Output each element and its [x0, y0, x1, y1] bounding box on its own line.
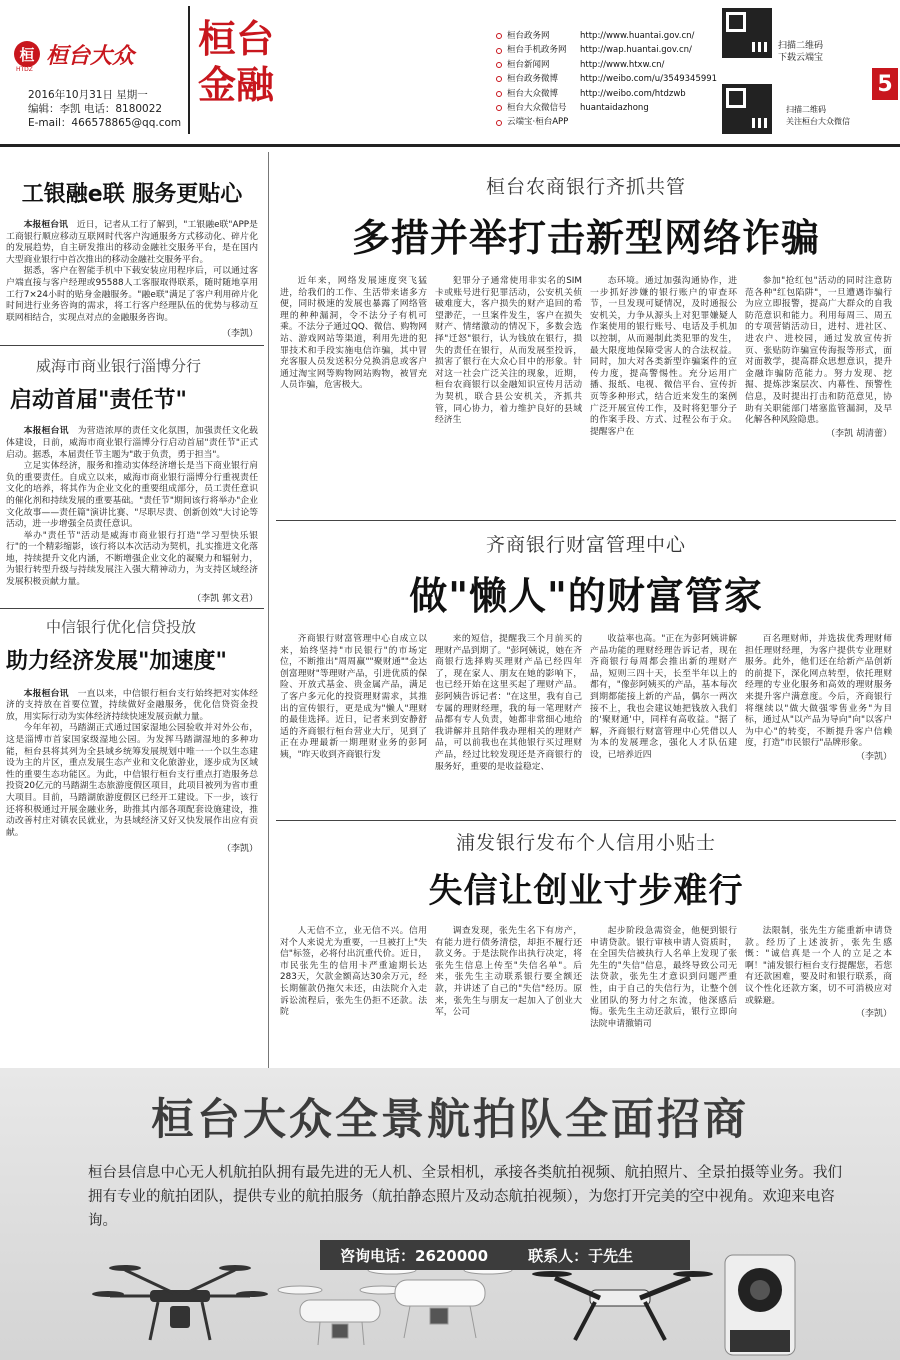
body-column-last	[745, 634, 892, 773]
article-body	[6, 689, 258, 840]
body-text: 近日，记者从工行了解到，"工银融e联"APP是工商银行顺应移动互联网时代客户沟通服务方式移动化、碎片化的发展趋势，自主研发推出的移动金融社交服务平台，是在国内大型商业银行中首次推出的移动金融社交服务平台。	[6, 220, 258, 265]
link-url[interactable]: http://wap.huantai.gov.cn/	[580, 45, 692, 56]
body-column-last	[745, 926, 892, 1030]
divider	[276, 820, 896, 821]
panoramic-camera-icon	[725, 1255, 795, 1355]
hexacopter-drone-icon	[92, 1265, 268, 1340]
divider	[188, 6, 190, 134]
byline: （李凯）	[855, 1009, 892, 1020]
link-name	[496, 101, 580, 115]
headline: 失信让创业寸步难行	[428, 871, 744, 911]
ad-contact: 联系人：于先生	[528, 1246, 634, 1265]
qr2-caption	[786, 104, 850, 128]
body-column: 法限制，张先生方能重新申请贷款。经历了上述波折，张先生感慨："诚信真是一个人的立足之本啊！"浦发银行桓台支行提醒您，若您有还款困难，要及时和银行联系，商议个性化还款方案，切不可消极应对或躲避。	[745, 926, 892, 1006]
body-column: 收益率也高。"正在为彭阿姨讲解产品功能的理财经理告诉记者，现在齐商银行每周都会推出新的理财产品，短则三四十天，长至半年以上的都有，"像彭阿姨买的产品，基本每次到期都能接上新的产品，偶尔一两次接不上，我也会建议她把钱放入我们的'聚财通'中，同样有高收益。"据了解，齐商银行财富管理中心凭借以人为本的发展理念，强化人才队伍建设，已培养近四	[590, 634, 737, 760]
link-url[interactable]: http://www.htxw.cn/	[580, 59, 665, 70]
kicker: 威海市商业银行淄博分行	[36, 357, 202, 376]
issue-info	[28, 88, 188, 130]
lead: 本报桓台讯	[23, 220, 68, 230]
qr-code-wechat	[722, 84, 772, 134]
body-text: 今年年初，马踏湖正式通过国家湿地公园验收并对外公布，这是淄博市首家国家级湿地公园。为发挥马踏湖湿地的多种功能，桓台县将其列为全县域乡统筹发展规划中唯一一个以生态建设为主的片区，重点发展生态产业和文化旅游业，逐步成为区域性的重要生态功能区。为此，中信银行桓台支行重点打造服务总投资20亿元的马踏湖生态旅游度假区项目，此项目被列为省市重大项目。目前，马踏湖旅游度假区已经开工建设。下一步，该行还将积极通过开展金融业务，助推其内部各项配套设施建设，推动改善村庄对镇农民就业，为县域经济又好又快发展作出应有贡献。	[6, 723, 258, 838]
article-body	[280, 276, 892, 440]
body-column: 态环境。通过加强沟通协作，进一步抓好涉嫌的银行账户的审查环节，一旦发现可疑情况，及时通报公安机关，力争从源头上对犯罪嫌疑人作案使用的银行账号、电话及手机加以控制，从而遏制此类犯罪的发生，最大限度地保障受害人的合法权益。同时，加大对各类新型诈骗案件的宣传力度，提高警惕性。充分运用广播、报纸、电视、微信平台、宣传折页等多种形式，结合近来发生的案例广泛开展宣传工作，及时将犯罪分子的作案手段、方式、过程公布于众。提醒客户在	[590, 276, 737, 437]
link-list	[496, 29, 721, 130]
bullet-icon	[496, 91, 502, 97]
divider	[276, 520, 896, 521]
kicker: 桓台农商银行齐抓共管	[485, 176, 686, 198]
link-name	[496, 115, 580, 129]
link-row	[496, 43, 721, 57]
byline: （李凯）	[221, 844, 258, 855]
link-row	[496, 101, 721, 115]
link-row	[496, 58, 721, 72]
article-spd-bank	[280, 828, 892, 1030]
editor-line: 编辑：李凯 电话：8180022	[28, 103, 163, 115]
article-body	[280, 926, 892, 1030]
article-icbc	[0, 160, 264, 339]
byline: （李凯 郭文君）	[192, 593, 258, 604]
link-url[interactable]: http://weibo.com/u/3549345991	[580, 74, 718, 85]
qr-code-download	[722, 8, 772, 58]
logo-letters: HTDZ	[16, 66, 33, 73]
link-row	[496, 115, 721, 129]
byline: （李凯）	[855, 751, 892, 762]
link-name	[496, 43, 580, 57]
body-column: 人无信不立，业无信不兴。信用对个人来说尤为重要，一旦被打上"失信"标签，必将付出沉重代价。近日，市民张先生的信用卡严重逾期长达283天，欠款金额高达30余万元，经长期催款仍拖欠未还，由法院介入走诉讼流程后，张先生仍拒不还款。法院	[280, 926, 427, 1018]
headline: 做"懒人"的财富管家	[409, 573, 763, 618]
lead: 本报桓台讯	[23, 426, 69, 437]
body-column: 近年来，网络发展速度突飞猛进，给我们的工作、生活带来诸多方便，同时极速的发展也暴露了网络管理的种种漏洞，令不法分子有机可乘。不法分子通过QQ、微信、购物网站、游戏网站等渠道，利用先进的犯罪技术和手段实施电信诈骗，其中冒充客服人员发送积分兑换消息或客户通过淘宝网等购物网站购物，被冒充人员诈骗，危害极大。	[280, 276, 427, 391]
lead: 本报桓台讯	[23, 688, 69, 699]
phantom-drone-icon	[368, 1266, 512, 1338]
paper-name: 桓台大众	[46, 42, 135, 69]
body-text: 据悉，客户在智能手机中下载安装应用程序后，可以通过客户端直接与客户经理或95588人工客服取得联系，随时随地享用工行7×24小时的贴身金融服务。"融e联"满足了客户利用碎片化时间进行业务咨询的需求，将工行客户经理队伍的优势与移动互联网相结合，实现点对点的金融服务咨询。	[6, 266, 258, 323]
white-quadcopter-drone-icon	[278, 1286, 404, 1345]
qr1-caption	[778, 40, 823, 64]
link-label: 桓台新闻网	[507, 59, 550, 70]
link-row	[496, 72, 721, 86]
column-divider	[268, 152, 269, 1212]
link-name	[496, 72, 580, 86]
link-label: 桓台政务网	[507, 31, 550, 41]
byline: （李凯 胡清蕾）	[826, 428, 892, 439]
qr2-caption-2: 关注桓台大众微信	[786, 117, 850, 126]
body-column: 起步阶段急需资金，他便到银行申请贷款。银行审核申请人资质时，在全国失信被执行人名单上发现了张先生的"失信"信息，最终导致公司无法贷款，张先生才意识到问题严重性，由于自己的失信行为，让整个创业团队的努力付之东流，他深感后悔。张先生主动还款后，银行立即向法院申请撤销司	[590, 926, 737, 1029]
article-rural-bank	[280, 172, 892, 440]
byline: （李凯）	[221, 329, 258, 340]
body-text: 举办"责任节"活动是威海市商业银行打造"学习型快乐银行"的一个精彩缩影，该行将以本次活动为契机，扎实推进文化落地，持续提升文化内涵，不断增强企业文化的凝聚力和辐射力，为银行转型升级与持续发展注入强大精神动力，为支持区域经济发展积极贡献力量。	[6, 530, 258, 588]
date-line: 2016年10月31日 星期一	[28, 89, 148, 101]
qr1-caption-2: 下载云端宝	[778, 53, 824, 63]
email-line: E-mail：466578865@qq.com	[28, 117, 182, 129]
bullet-icon	[496, 33, 502, 39]
qr1-caption-1: 扫描二维码	[778, 41, 824, 51]
article-qishang-bank	[280, 530, 892, 773]
headline: 多措并举打击新型网络诈骗	[351, 215, 820, 260]
link-name	[496, 58, 580, 72]
body-column: 百名理财师，并选拔优秀理财师担任理财经理，为客户提供专业理财服务。此外，他们还在给新产品创新的前提下，深化网点转型，依托理财经理的专业化服务和高效的理财服务来提升客户满意度。今后，齐商银行将继续以"做大做强零售业务"为目标，通过从"以产品为导向"向"以客户为中心"的转变，不断提升客户信赖度，打造"市民银行"品牌形象。	[745, 634, 892, 749]
kicker: 中信银行优化信贷投放	[46, 617, 197, 636]
body-column: 来的短信，提醒我三个月前买的理财产品到期了。"彭阿姨说，她在齐商银行选择购买理财产品已经四年了，现在家人、朋友在她的影响下，也已经开始在这里买起了理财产品。彭阿姨告诉记者："在这里，我有自己专属的理财经理，我的每一笔理财产品都有专人负责，她都非常细心地给我讲解并且陪伴我办理相关的理财产品，可以前我也在其他银行买过理财产品，经过比较发现还是齐商银行的服务好，重要的是收益稳定、	[435, 634, 582, 772]
paper-logo	[14, 34, 184, 74]
bullet-icon	[496, 62, 502, 68]
link-label: 桓台政务微博	[507, 74, 559, 85]
body-column: 犯罪分子通常使用非实名的SIM卡或账号进行犯罪活动，公安机关侦破难度大，客户损失的财产追回的希望渺茫，一旦案件发生，客户在损失财产、情绪激动的情况下，多数会选择"迁怒"银行，认为钱放在银行，损失的责任在银行，从而发展至投诉，损害了银行在大众心目中的形象。针对这一社会广泛关注的现象，近期，桓台农商银行以金融知识宣传月活动为契机，联合县公安机关，齐抓共管，同心协力，着力维护良好的县域经济生	[435, 276, 582, 426]
section-title-line-1: 桓台	[198, 17, 275, 61]
logo-icon: 桓	[14, 41, 40, 67]
headline: 工银融e联 服务更贴心	[21, 182, 243, 207]
body-column-last	[745, 276, 892, 440]
inspire-drone-icon	[532, 1271, 713, 1340]
kicker: 齐商银行财富管理中心	[485, 534, 686, 556]
masthead	[0, 0, 900, 147]
body-text: 一直以来，中信银行桓台支行始终把对实体经济的支持放在首要位置，持续做好金融服务，优化信贷资金投放，用实际行动为实体经济持续快速发展贡献力量。	[6, 688, 258, 722]
body-text: 为营造浓厚的责任文化氛围，加强责任文化载体建设，日前，威海市商业银行淄博分行启动首届"责任节"正式启动。据悉，本届责任节主题为"敢于负责，勇于担当"。	[6, 426, 258, 460]
article-citic	[0, 609, 264, 855]
link-row	[496, 29, 721, 43]
link-row	[496, 87, 721, 101]
contact-bar	[320, 1240, 690, 1270]
kicker: 浦发银行发布个人信用小贴士	[455, 832, 716, 854]
bullet-icon	[496, 105, 502, 111]
bullet-icon	[496, 120, 502, 126]
link-url[interactable]: http://weibo.com/htdzwb	[580, 88, 686, 99]
body-column: 调查发现，张先生名下有房产，有能力进行债务清偿，却拒不履行还款义务。于是法院作出执行决定，将张先生信息上传至"失信名单"。后来，张先生主动联系银行要全额还款，并讲述了自己的"失信"经历。原来，张先生与朋友一起加入了创业大军，公司	[435, 926, 582, 1018]
link-name	[496, 87, 580, 101]
ad-body: 桓台县信息中心无人机航拍队拥有最先进的无人机、全景相机，承接各类航拍视频、航拍照片、全景拍摄等业务。我们拥有专业的航拍团队，提供专业的航拍服务（航拍静态照片及动态航拍视频），为您打开完美的空中视角。欢迎来电咨询。	[88, 1165, 842, 1229]
article-body	[280, 634, 892, 773]
article-weihai	[0, 346, 264, 603]
headline: 助力经济发展"加速度"	[6, 648, 227, 674]
ad-headline: 桓台大众全景航拍队全面招商	[151, 1095, 749, 1145]
section-title	[198, 4, 313, 134]
bullet-icon	[496, 76, 502, 82]
body-column: 齐商银行财富管理中心自成立以来，始终坚持"市民银行"的市场定位，不断推出"周周赢""聚财通""金达创富理财"等理财产品，引进优质的保险、开放式基金、贵金属产品，满足了客户多元化的投资理财需求，其推出的宣传银行，更是成为"懒人"理财的最佳选择。近日，记者来到安静舒适的齐商银行桓台营业大厅，见到了正在办理最新一期理财业务的彭阿姨，"昨天收到齐商银行发	[280, 634, 427, 760]
bullet-icon	[496, 48, 502, 54]
section-title-line-2: 金融	[198, 63, 275, 107]
ad-phone: 咨询电话：2620000	[340, 1246, 489, 1265]
left-column	[0, 160, 264, 854]
body-column: 参加"抢红包"活动的同时注意防范各种"红包陷阱"，一旦遭遇诈骗行为应立即报警，提高广大群众的自我防范意识和能力。利用每周三、周五的专项营销活动日，进村、进社区、进农户、进校园，通过发放宣传折页、张贴防诈骗宣传海报等形式，面对面教学，提高群众思想意识，提升金融诈骗防范能力。努力发现、挖掘、提炼涉案层次、内幕性、预警性信息，及时提出打击和防范意见，协助有关职能部门堵塞监管漏洞，及早化解各种风险隐患。	[745, 276, 892, 426]
link-name	[496, 29, 580, 43]
link-label: 桓台大众微博	[507, 88, 559, 99]
article-body	[6, 426, 258, 588]
page-number: 5	[872, 68, 898, 100]
body-text: 立足实体经济，服务和推动实体经济增长是当下商业银行肩负的重要责任。自成立以来，威海市商业银行淄博分行重视责任文化的培养，将其作为企业文化的重要组成部分，员工责任意识的催化剂和持续发展的重要基础。"责任节"期间该行将举办"企业文化故事——责任篇"演讲比赛、"尽职尽责、创新创效"大讨论等活动，进一步增强全员责任意识。	[6, 461, 258, 530]
headline: 启动首届"责任节"	[10, 388, 187, 414]
link-url[interactable]: huantaidazhong	[580, 103, 649, 114]
link-label: 桓台大众微信号	[507, 103, 567, 114]
link-label: 桓台手机政务网	[507, 45, 567, 56]
link-url[interactable]: http://www.huantai.gov.cn/	[580, 31, 695, 41]
qr2-caption-1: 扫描二维码	[786, 105, 826, 114]
advertisement	[0, 1068, 900, 1360]
article-body	[6, 220, 258, 324]
link-label: 云端宝·桓台APP	[507, 117, 569, 128]
